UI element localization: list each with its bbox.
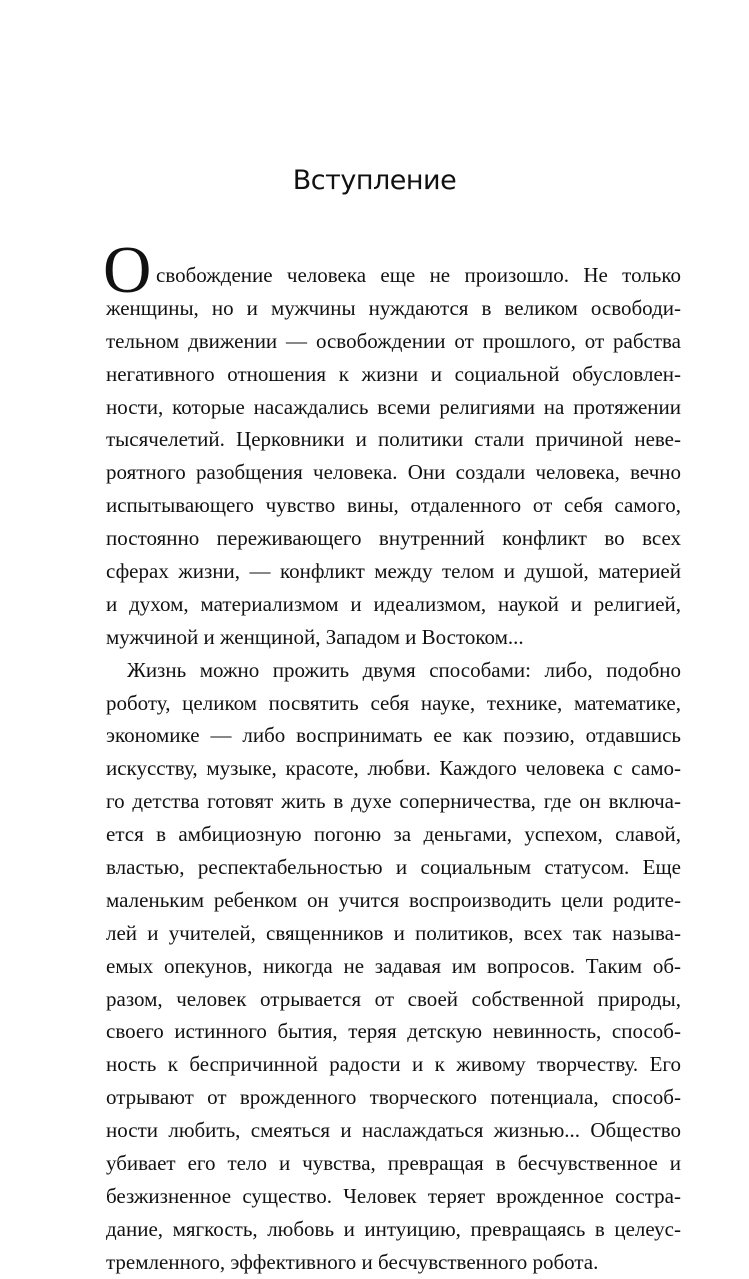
- paragraph1-line: тысячелетий. Церковники и политики стали причиной неве-: [106, 427, 681, 452]
- chapter-heading: Вступление: [292, 165, 457, 196]
- body-text: [103, 233, 681, 1279]
- paragraph2-line: ность к беспричинной радости и к живому творчеству. Его: [106, 1052, 681, 1077]
- paragraph1-line: ности, которые насаждались всеми религиями на протяжении: [106, 394, 681, 419]
- paragraph1-line: испытывающего чувство вины, отдаленного от себя самого,: [106, 493, 681, 518]
- paragraph1-line: женщины, но и мужчины нуждаются в великом освободи-: [106, 295, 681, 320]
- paragraph2-line: дание, мягкость, любовь и интуицию, превращаясь в целеус-: [106, 1216, 681, 1241]
- paragraph2-line: ется в амбициозную погоню за деньгами, успехом, славой,: [106, 822, 681, 847]
- drop-cap: О: [103, 233, 152, 307]
- paragraph2-line: роботу, целиком посвятить себя науке, технике, математике,: [106, 690, 681, 715]
- paragraph2-line: емых опекунов, никогда не задавая им вопросов. Таким об-: [106, 953, 681, 978]
- paragraph2-line: го детства готовят жить в духе соперничества, где он включа-: [106, 789, 681, 814]
- paragraph2-line: экономике — либо воспринимать ее как поэзию, отдавшись: [106, 723, 681, 748]
- paragraph1-line: тельном движении — освобождении от прошлого, от рабства: [106, 328, 681, 353]
- paragraph2-line: властью, респектабельностью и социальным статусом. Еще: [106, 855, 681, 880]
- paragraph1-line: сферах жизни, — конфликт между телом и душой, материей: [106, 559, 681, 584]
- paragraph1-line: и духом, материализмом и идеализмом, наукой и религией,: [106, 591, 681, 616]
- paragraph2-line: искусству, музыке, красоте, любви. Каждого человека с само-: [106, 756, 681, 781]
- paragraph2-line: маленьким ребенком он учится воспроизводить цели родите-: [106, 887, 681, 912]
- paragraph1-line-text: свобождение человека еще не произошло. Не только: [156, 263, 681, 287]
- paragraph2-line: тремленного, эффективного и бесчувственного робота.: [106, 1249, 599, 1274]
- paragraph1-line: мужчиной и женщиной, Западом и Востоком...: [106, 624, 524, 649]
- paragraph2-line: отрывают от врожденного творческого потенциала, способ-: [106, 1085, 681, 1110]
- paragraph2-line: своего истинного бытия, теряя детскую невинность, способ-: [106, 1019, 681, 1044]
- paragraph1-line: [103, 233, 681, 307]
- paragraph2-line: разом, человек отрывается от своей собственной природы,: [106, 986, 681, 1011]
- paragraph2-line: Жизнь можно прожить двумя способами: либо, подобно: [127, 657, 681, 682]
- paragraph2-line: безжизненное существо. Человек теряет врожденное состра-: [106, 1183, 681, 1208]
- paragraph2-line: лей и учителей, священников и политиков, всех так называ-: [106, 920, 681, 945]
- paragraph1-line: постоянно переживающего внутренний конфликт во всех: [106, 526, 681, 551]
- paragraph1-line: роятного разобщения человека. Они создали человека, вечно: [106, 460, 681, 485]
- paragraph1-line: негативного отношения к жизни и социальной обусловлен-: [106, 361, 681, 386]
- paragraph2-line: убивает его тело и чувства, превращая в бесчувственное и: [106, 1151, 681, 1176]
- paragraph2-line: ности любить, смеяться и наслаждаться жизнью... Общество: [106, 1118, 681, 1143]
